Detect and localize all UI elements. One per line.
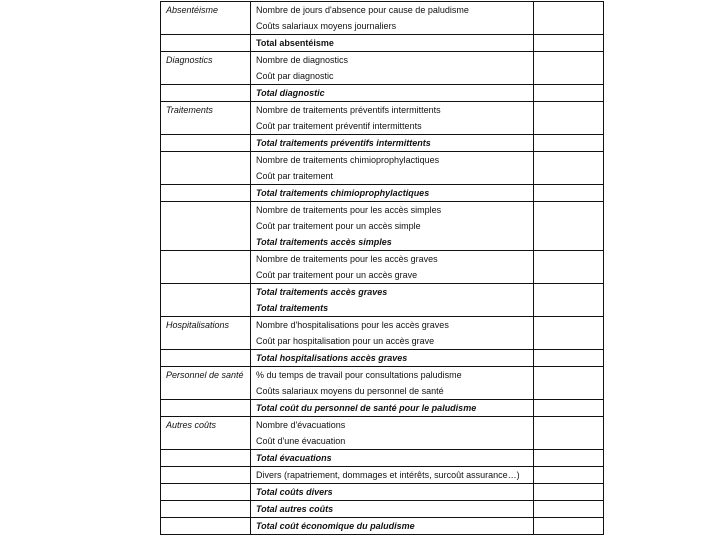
value-cell[interactable] [534, 501, 604, 518]
table-row-total [161, 85, 604, 102]
items-cell [251, 251, 534, 284]
items-cell [251, 317, 534, 350]
total-label: Total évacuations [251, 450, 534, 467]
item-label: Coût d'une évacuation [256, 436, 346, 446]
total-label: Total autres coûts [251, 501, 534, 518]
value-cell[interactable] [534, 367, 604, 400]
items-cell [251, 52, 534, 85]
value-cell[interactable] [534, 85, 604, 102]
item-label: Coût par diagnostic [256, 71, 334, 81]
value-cell[interactable] [534, 450, 604, 467]
item-label: Coût par traitement préventif intermittents [256, 121, 422, 131]
empty-cell [161, 202, 251, 251]
value-cell[interactable] [534, 484, 604, 501]
item-label: Coûts salariaux moyens journaliers [256, 21, 397, 31]
value-cell[interactable] [534, 202, 604, 251]
value-cell[interactable] [534, 2, 604, 35]
empty-cell [161, 251, 251, 284]
table-row-total [161, 350, 604, 367]
table-row [161, 152, 604, 185]
total-label: Total traitements chimioprophylactiques [251, 185, 534, 202]
item-label: Nombre de traitements pour les accès simples [256, 205, 442, 215]
value-cell[interactable] [534, 400, 604, 417]
table-row-total [161, 400, 604, 417]
items-cell [251, 367, 534, 400]
malaria-cost-table [160, 1, 604, 535]
value-cell[interactable] [534, 317, 604, 350]
empty-cell [161, 35, 251, 52]
empty-cell [161, 152, 251, 185]
empty-cell [161, 518, 251, 535]
total-label: Total traitements accès graves [256, 287, 388, 297]
items-cell [251, 102, 534, 135]
category-cell: Traitements [161, 102, 251, 135]
table-row [161, 417, 604, 450]
value-cell[interactable] [534, 152, 604, 185]
table-row [161, 102, 604, 135]
total-label: Total coût du personnel de santé pour le paludisme [251, 400, 534, 417]
item-label: Coûts salariaux moyens du personnel de santé [256, 386, 444, 396]
value-cell[interactable] [534, 251, 604, 284]
table-row-total [161, 484, 604, 501]
empty-cell [161, 484, 251, 501]
table-row [161, 52, 604, 85]
item-label: Coût par traitement pour un accès grave [256, 270, 418, 280]
category-cell: Absentéisme [161, 2, 251, 35]
total-label: Total absentéisme [251, 35, 534, 52]
item-label: % du temps de travail pour consultations paludisme [256, 370, 462, 380]
value-cell[interactable] [534, 102, 604, 135]
table-row-total [161, 501, 604, 518]
value-cell[interactable] [534, 284, 604, 317]
value-cell[interactable] [534, 518, 604, 535]
table-row [161, 202, 604, 251]
value-cell[interactable] [534, 135, 604, 152]
item-label: Nombre de jours d'absence pour cause de paludisme [256, 5, 469, 15]
empty-cell [161, 350, 251, 367]
table-row-total [161, 284, 604, 317]
category-cell: Autres coûts [161, 417, 251, 450]
table-row-total [161, 135, 604, 152]
items-cell [251, 152, 534, 185]
category-cell: Personnel de santé [161, 367, 251, 400]
total-label: Total traitements [256, 303, 329, 313]
empty-cell [161, 450, 251, 467]
item-label: Coût par hospitalisation pour un accès grave [256, 336, 435, 346]
total-label: Total diagnostic [251, 85, 534, 102]
grand-total-label: Total coût économique du paludisme [251, 518, 534, 535]
value-cell[interactable] [534, 350, 604, 367]
table-row [161, 367, 604, 400]
empty-cell [161, 135, 251, 152]
table-row [161, 251, 604, 284]
table-row-total [161, 185, 604, 202]
empty-cell [161, 85, 251, 102]
empty-cell [161, 467, 251, 484]
value-cell[interactable] [534, 35, 604, 52]
item-label: Nombre de traitements pour les accès graves [256, 254, 438, 264]
value-cell[interactable] [534, 52, 604, 85]
empty-cell [161, 400, 251, 417]
items-cell [251, 2, 534, 35]
total-label: Total coûts divers [251, 484, 534, 501]
table-row-grand-total [161, 518, 604, 535]
empty-cell [161, 185, 251, 202]
item-label: Coût par traitement [256, 171, 334, 181]
item-label: Nombre de traitements préventifs intermittents [256, 105, 441, 115]
table-row [161, 317, 604, 350]
table-row-total [161, 450, 604, 467]
table-row [161, 2, 604, 35]
table-row-total [161, 35, 604, 52]
empty-cell [161, 501, 251, 518]
item-label: Nombre d'évacuations [256, 420, 346, 430]
item-label: Divers (rapatriement, dommages et intérêts, surcoût assurance…) [251, 467, 534, 484]
item-label: Nombre de traitements chimioprophylactiques [256, 155, 440, 165]
item-label: Coût par traitement pour un accès simple [256, 221, 421, 231]
category-cell: Hospitalisations [161, 317, 251, 350]
table-row [161, 467, 604, 484]
item-label: Nombre de diagnostics [256, 55, 349, 65]
total-label: Total hospitalisations accès graves [251, 350, 534, 367]
items-cell [251, 284, 534, 317]
total-label: Total traitements préventifs intermittents [251, 135, 534, 152]
empty-cell [161, 284, 251, 317]
total-label: Total traitements accès simples [256, 237, 392, 247]
value-cell[interactable] [534, 467, 604, 484]
value-cell[interactable] [534, 417, 604, 450]
value-cell[interactable] [534, 185, 604, 202]
item-label: Nombre d'hospitalisations pour les accès graves [256, 320, 449, 330]
category-cell: Diagnostics [161, 52, 251, 85]
items-cell [251, 417, 534, 450]
items-cell [251, 202, 534, 251]
